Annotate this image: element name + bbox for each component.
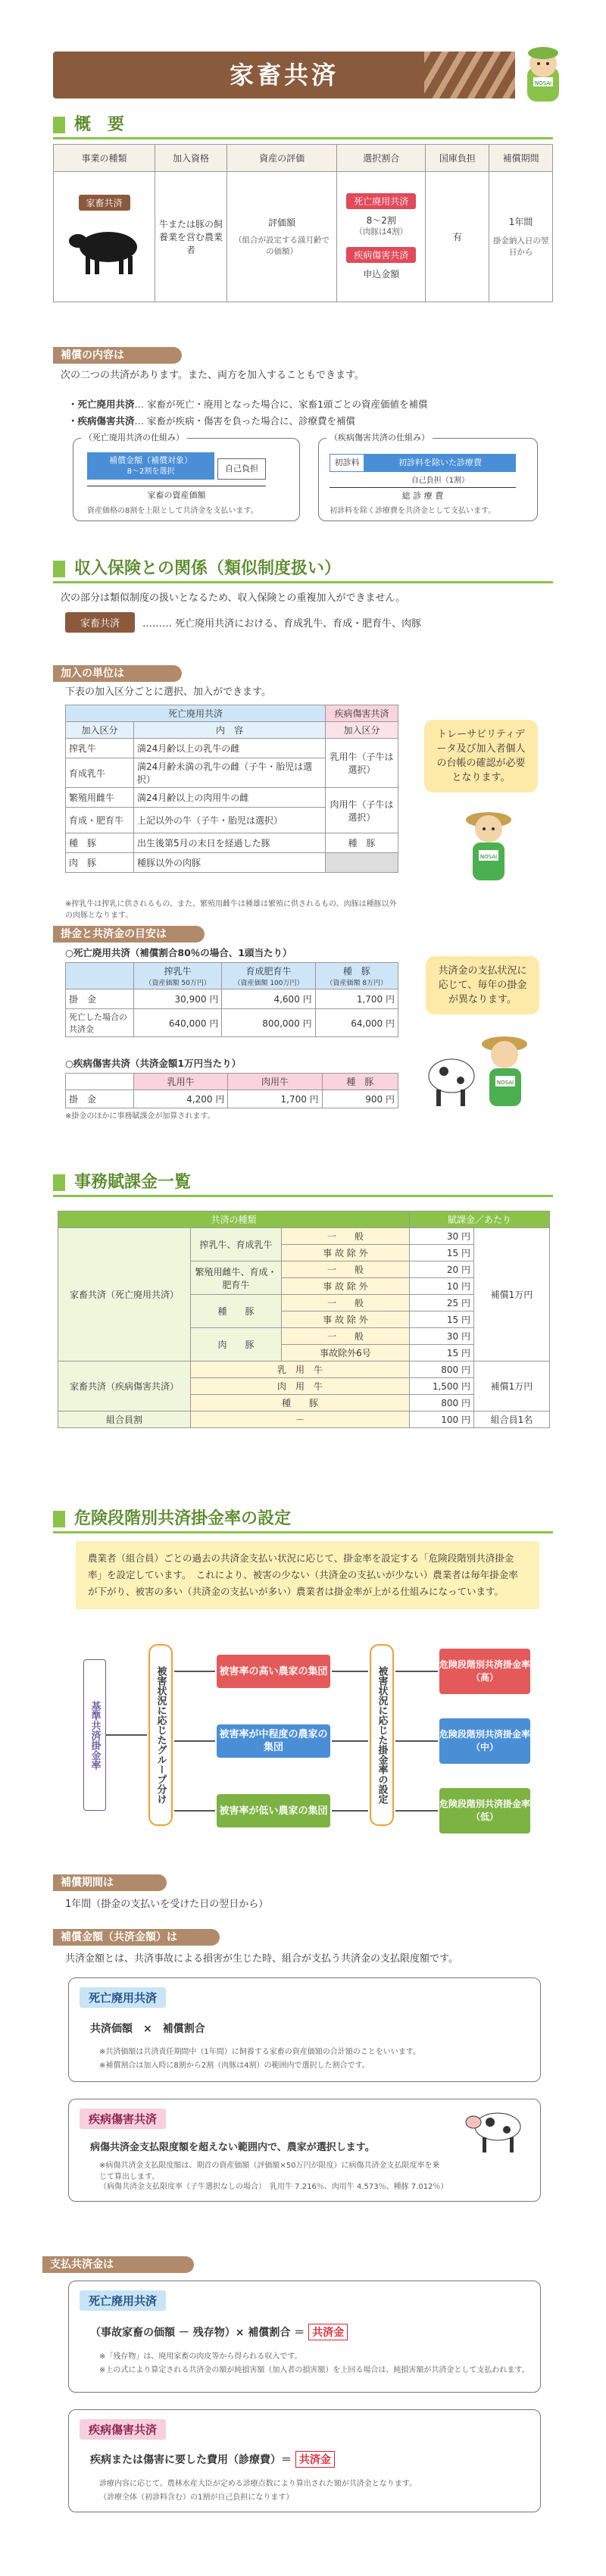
unit-intro: 下表の加入区分ごとに選択、加入ができます。	[65, 686, 271, 698]
coverage-item2	[68, 414, 355, 429]
risk-group-high: 被害率の高い農家の集団	[217, 1655, 330, 1688]
rate-cell	[337, 172, 426, 302]
mascot-cow-farmer-icon	[421, 1030, 542, 1114]
rate-note: （肉豚は4割）	[355, 227, 408, 236]
fees-val: 10 円	[410, 1278, 474, 1295]
premium-col: 肉用牛	[228, 1074, 322, 1090]
payout-death-result: 共済金	[308, 2324, 348, 2340]
fees-unit: 補償1万円	[474, 1361, 550, 1411]
unit-head-death: 死亡廃用共済	[66, 705, 326, 722]
unit-cat: 搾乳牛	[66, 739, 134, 758]
premium-col-sub: （資産価額 8万円）	[326, 980, 388, 987]
payout-illness-f1: 疾病または傷害に要した費用（診療費）＝	[90, 2454, 292, 2466]
fees-val: 800 円	[410, 1361, 474, 1378]
type-cell	[54, 172, 155, 302]
unit-cat: 育成・肥育牛	[66, 808, 134, 833]
fees-val: 30 円	[410, 1328, 474, 1345]
period-text: 1年間（掛金の支払いを受けた日の翌日から）	[65, 1899, 269, 1910]
fees-val: 15 円	[410, 1311, 474, 1328]
payout-death-note: ※「残存物」は、廃用家畜の肉皮等から得られる収入です。	[99, 2352, 302, 2361]
death-axis: 家畜の資産価額	[147, 490, 206, 500]
amount-heading: 補償金額（共済金額）は	[53, 1929, 220, 1946]
unit-ill-cat: 乳用牛（子牛は選択）	[326, 739, 398, 788]
premium-table-death	[65, 962, 398, 1037]
rate-value: 8～2割	[366, 215, 396, 226]
risk-rate-high: 危険段階別共済掛金率（高）	[439, 1649, 530, 1694]
death-note: 資産価格の8割を上限として共済金を支払います。	[87, 507, 258, 515]
income-intro: 次の部分は類似制度の扱いとなるため、収入保険との重複加入ができません。	[61, 592, 406, 604]
amount-death-label: 死亡廃用共済	[80, 1987, 166, 2008]
amount-death-note: ※共済価額は共済責任期間中（1年間）に飼養する家畜の資産価額の合計額のことをいいます。	[99, 2048, 420, 2056]
risk-group-low: 被害率が低い農家の集団	[217, 1794, 330, 1827]
unit-cat: 種 豚	[66, 833, 134, 853]
illness-self: 自己負担（1割）	[411, 477, 470, 485]
premium-val: 640,000 円	[134, 1009, 222, 1037]
rate-tag-illness: 疾病傷害共済	[346, 247, 416, 263]
valuation-cell	[226, 172, 336, 302]
fees-unit: 補償1万円	[474, 1228, 550, 1361]
col-header: 選択割合	[337, 145, 426, 172]
fees-val: 25 円	[410, 1295, 474, 1311]
unit-head-ill: 疾病傷害共済	[326, 705, 398, 722]
premium-col	[134, 963, 222, 989]
fees-heading: 事務賦課金一覧	[53, 1171, 553, 1197]
premium-col: 乳用牛	[134, 1074, 228, 1090]
payout-death-label: 死亡廃用共済	[80, 2290, 166, 2311]
svg-text:NOSAI: NOSAI	[534, 80, 552, 86]
death-diagram-bar	[87, 452, 214, 480]
fees-head-type: 共済の種類	[58, 1211, 410, 1228]
unit-content: 満24月齢未満の乳牛の雌（子牛・胎児は選択）	[134, 758, 326, 788]
fees-sub: 一 般	[282, 1328, 410, 1345]
type-tag: 家畜共済	[79, 195, 130, 211]
payout-heading: 支払共済金は	[42, 2256, 194, 2273]
premium-callout: 共済金の支払状況に応じて、毎年の掛金が異なります。	[426, 956, 539, 1014]
overview-table	[53, 144, 553, 302]
period-cell	[489, 172, 553, 302]
fees-group: 搾乳牛、育成乳牛	[191, 1228, 282, 1261]
unit-table	[65, 705, 398, 873]
risk-rate-mid: 危険段階別共済掛金率（中）	[439, 1718, 530, 1764]
page-title: 家畜共済	[229, 61, 339, 89]
income-tag: 家畜共済	[65, 612, 135, 633]
amount-intro: 共済金額とは、共済事故による損害が生じた時、組合が支払う共済金の支払限度額です。	[65, 1953, 458, 1965]
death-bar-label: 補償金額（補償対象）	[109, 455, 192, 465]
amount-illness-note: （病傷共済金支払限度率（子牛選択なしの場合） 乳用牛 7.216％、肉用牛 4.573％、種豚 7.012％）	[99, 2183, 448, 2191]
income-row	[65, 612, 421, 633]
coverage-heading: 補償の内容は	[53, 347, 182, 364]
mascot-farmer-icon	[462, 803, 515, 886]
unit-content: 満24月齢以上の肉用牛の雌	[134, 788, 326, 808]
premium-t2-title: ○疾病傷害共済（共済金額1万円当たり）	[65, 1058, 242, 1069]
fees-val: 20 円	[410, 1261, 474, 1278]
payout-illness-box	[68, 2409, 541, 2512]
premium-col	[222, 963, 315, 989]
illness-main-box: 初診料を除いた診療費	[364, 454, 516, 472]
col-header: 補償期間	[489, 145, 553, 172]
risk-intro: 農業者（組合員）ごとの過去の共済金支払い状況に応じて、掛金率を設定する「危険段階別共済掛金率」を設定しています。 これにより、被害の少ない（共済金の支払いが少ない）農業者は毎年掛金率が下がり、被害の多い（共済金の支払いが多い）農業者は掛金率が上がる仕組みになっています。	[76, 1541, 539, 1609]
illness-note: 初診料を除く診療費を共済金として支払います。	[330, 507, 496, 515]
unit-ill-cat: 肉用牛（子牛は選択）	[326, 788, 398, 833]
illness-diagram-title: （疾病傷害共済の仕組み）	[326, 432, 433, 443]
death-diagram	[73, 433, 300, 521]
risk-rate-low: 危険段階別共済掛金率（低）	[439, 1788, 530, 1834]
income-text: ……… 死亡廃用共済における、育成乳牛、育成・肥育牛、肉豚	[142, 618, 422, 630]
empty-head	[66, 1074, 134, 1090]
fees-sub: 種 豚	[191, 1395, 410, 1411]
fees-sub: 一 般	[282, 1261, 410, 1278]
premium-col-sub: （資産価額 50万円）	[145, 980, 211, 987]
illness-diagram	[318, 433, 538, 521]
premium-table-illness	[65, 1073, 398, 1108]
valuation-main: 評価額	[268, 217, 296, 228]
fees-sub: 乳 用 牛	[191, 1361, 410, 1378]
payout-illness-formula	[90, 2451, 335, 2468]
fees-sub: 事 故 除 外	[282, 1245, 410, 1261]
amount-death-note: ※補償割合は加入時に8割から2割（肉豚は4割）の範囲内で選択した割合です。	[99, 2062, 370, 2070]
payout-death-f1: （事故家畜の価額 － 残存物）× 補償割合 ＝	[90, 2327, 305, 2339]
fees-sub: 事故除外6号	[282, 1345, 410, 1361]
coverage-item1	[68, 397, 427, 412]
coverage-item2-text: … 家畜が疾病・傷害を負った場合に、診療費を補償	[134, 415, 355, 427]
eligibility-cell: 牛または豚の飼養業を営む農業者	[155, 172, 227, 302]
risk-base: 基準共済掛金率	[83, 1659, 106, 1811]
premium-val: 800,000 円	[222, 1009, 315, 1037]
fees-val: 800 円	[410, 1395, 474, 1411]
illness-axis-line	[330, 487, 516, 488]
coverage-item1-label: ・死亡廃用共済	[68, 399, 135, 410]
col-header: 国庫負担	[426, 145, 489, 172]
payout-illness-note: 診療内容に応じて、農林水産大臣が定める診療点数により算出された額が共済金となります。	[99, 2480, 417, 2488]
fees-val: 15 円	[410, 1345, 474, 1361]
fees-sub: 一 般	[282, 1228, 410, 1245]
empty-head	[66, 963, 134, 989]
premium-val: 1,700 円	[228, 1090, 322, 1108]
fees-val: 30 円	[410, 1228, 474, 1245]
premium-col-label: 種 豚	[342, 966, 370, 977]
amount-illness-formula: 病傷共済金支払限度額を超えない範囲内で、農家が選択します。	[90, 2142, 375, 2153]
death-bar-sub: 8～2割を選択	[127, 467, 175, 476]
fees-death-label: 家畜共済（死亡廃用共済）	[58, 1228, 191, 1361]
premium-row-label: 死亡した場合の共済金	[66, 1009, 134, 1037]
premium-col-label: 搾乳牛	[164, 966, 192, 977]
unit-cat: 育成乳牛	[66, 758, 134, 788]
unit-head-cat: 加入区分	[66, 722, 134, 739]
unit-head-cat2: 加入区分	[326, 722, 398, 739]
payout-illness-result: 共済金	[295, 2451, 335, 2468]
fees-group: 繁殖用雌牛、育成・肥育牛	[191, 1261, 282, 1295]
illness-first-box: 初診料	[330, 454, 364, 472]
unit-empty-cell	[326, 853, 398, 873]
death-diagram-title: （死亡廃用共済の仕組み）	[81, 432, 187, 443]
premium-heading: 掛金と共済金の目安は	[53, 926, 205, 943]
premium-val: 1,700 円	[315, 989, 398, 1009]
unit-callout: トレーサビリティデータ及び加入者個人の台帳の確認が必要となります。	[424, 720, 538, 792]
col-header: 加入資格	[155, 145, 227, 172]
risk-group-label: 被害状況に応じたグループ分け	[148, 1644, 173, 1826]
fees-val: 1,500 円	[410, 1378, 474, 1395]
payout-death-formula	[90, 2324, 348, 2340]
mascot-cow-icon	[517, 44, 570, 105]
fees-group: 肉 豚	[191, 1328, 282, 1361]
fees-group: 種 豚	[191, 1295, 282, 1328]
unit-ill-cat: 種 豚	[326, 833, 398, 853]
fees-val: 100 円	[410, 1411, 474, 1428]
rate-value-illness: 申込金額	[363, 269, 400, 280]
premium-col: 種 豚	[322, 1074, 398, 1090]
risk-rate-label: 被害状況に応じた掛金率の設定	[370, 1644, 394, 1826]
period-value: 1年間	[508, 217, 533, 227]
coverage-item1-text: … 家畜が死亡・廃用となった場合に、家畜1頭ごとの資産価値を補償	[134, 399, 428, 410]
svg-text:NOSAI: NOSAI	[496, 1080, 514, 1086]
premium-t1-title: ○死亡廃用共済（補償割合80％の場合、1頭当たり）	[65, 947, 292, 958]
coverage-intro: 次の二つの共済があります。また、両方を加入することもできます。	[61, 370, 364, 381]
premium-col	[315, 963, 398, 989]
rate-tag-death: 死亡廃用共済	[346, 193, 416, 209]
unit-cat: 肉 豚	[66, 853, 134, 873]
cow-icon	[63, 218, 146, 279]
risk-arrows	[106, 1644, 447, 1834]
fees-table	[58, 1211, 550, 1428]
fees-head-fee: 賦課金／あたり	[410, 1211, 550, 1228]
payout-illness-note: （診療全体（初診料含む）の1割が自己負担になります）	[99, 2493, 294, 2502]
cow-icon	[463, 2104, 531, 2157]
premium-val: 30,900 円	[134, 989, 222, 1009]
amount-illness-note: ※病傷共済金支払限度額は、期首の資産価額（評価額×50万円が限度）に病傷共済金支払限度率を乗じて算出します。	[99, 2162, 440, 2181]
fees-sub: 事 故 除 外	[282, 1311, 410, 1328]
fees-member-label: 組合員割	[58, 1411, 191, 1428]
payout-death-box	[68, 2281, 541, 2393]
fees-sub: 肉 用 牛	[191, 1378, 410, 1395]
premium-row-label: 掛 金	[66, 989, 134, 1009]
unit-head-content: 内 容	[134, 722, 326, 739]
amount-illness-box	[68, 2099, 541, 2202]
income-heading: 収入保険との関係（類似制度扱い）	[53, 558, 553, 583]
premium-val: 4,600 円	[222, 989, 315, 1009]
overview-heading: 概 要	[53, 114, 553, 139]
unit-content: 出生後第5月の末日を経過した豚	[134, 833, 326, 853]
fees-sub: 事 故 除 外	[282, 1278, 410, 1295]
premium-val: 4,200 円	[134, 1090, 228, 1108]
fees-sub: －	[191, 1411, 410, 1428]
period-heading: 補償期間は	[53, 1874, 167, 1891]
unit-cat: 繁殖用雌牛	[66, 788, 134, 808]
amount-death-formula: 共済価額 × 補償割合	[90, 2023, 205, 2035]
coverage-item2-label: ・疾病傷害共済	[68, 415, 135, 427]
svg-text:NOSAI: NOSAI	[479, 854, 498, 860]
premium-val: 900 円	[322, 1090, 398, 1108]
fees-val: 15 円	[410, 1245, 474, 1261]
period-note: 掛金納入日の翌日から	[492, 236, 549, 257]
unit-heading: 加入の単位は	[53, 665, 182, 682]
col-header: 資産の評価	[226, 145, 336, 172]
death-self-box: 自己負担	[217, 458, 266, 480]
unit-content: 種豚以外の肉豚	[134, 853, 326, 873]
unit-note: ※搾乳牛は搾乳に供されるもの、また、繁殖用雌牛は種雄は繁殖に供されるもの、肉豚は種豚以外の肉豚となります。	[65, 900, 397, 920]
premium-note: ※掛金のほかに事務賦課金が加算されます。	[65, 1112, 215, 1121]
subsidy-cell: 有	[426, 172, 489, 302]
fees-unit: 組合員1名	[474, 1411, 550, 1428]
premium-col-sub: （資産価額 100万円）	[233, 980, 304, 987]
col-header: 事業の種類	[54, 145, 155, 172]
risk-group-mid: 被害率が中程度の農家の集団	[217, 1724, 330, 1758]
unit-content: 上記以外の牛（子牛・胎児は選択）	[134, 808, 326, 833]
risk-heading: 危険段階別共済掛金率の設定	[53, 1508, 553, 1533]
fees-ill-label: 家畜共済（疾病傷害共済）	[58, 1361, 191, 1411]
illness-axis: 総 診 療 費	[401, 491, 444, 501]
amount-death-box	[68, 1977, 541, 2082]
premium-row-label: 掛 金	[66, 1090, 134, 1108]
premium-col-label: 育成肥育牛	[245, 966, 292, 977]
valuation-note: （組合が設定する満月齢での価額）	[234, 236, 330, 256]
payout-illness-label: 疾病傷害共済	[80, 2419, 166, 2440]
premium-val: 64,000 円	[315, 1009, 398, 1037]
unit-content: 満24月齢以上の乳牛の雌	[134, 739, 326, 758]
amount-illness-label: 疾病傷害共済	[80, 2109, 166, 2129]
payout-death-note: ※上の式により算定される共済金の額が純損害額（加入者の損害額）を上回る場合は、純損害額が共済金として支払われます。	[99, 2366, 529, 2374]
fees-sub: 一 般	[282, 1295, 410, 1311]
